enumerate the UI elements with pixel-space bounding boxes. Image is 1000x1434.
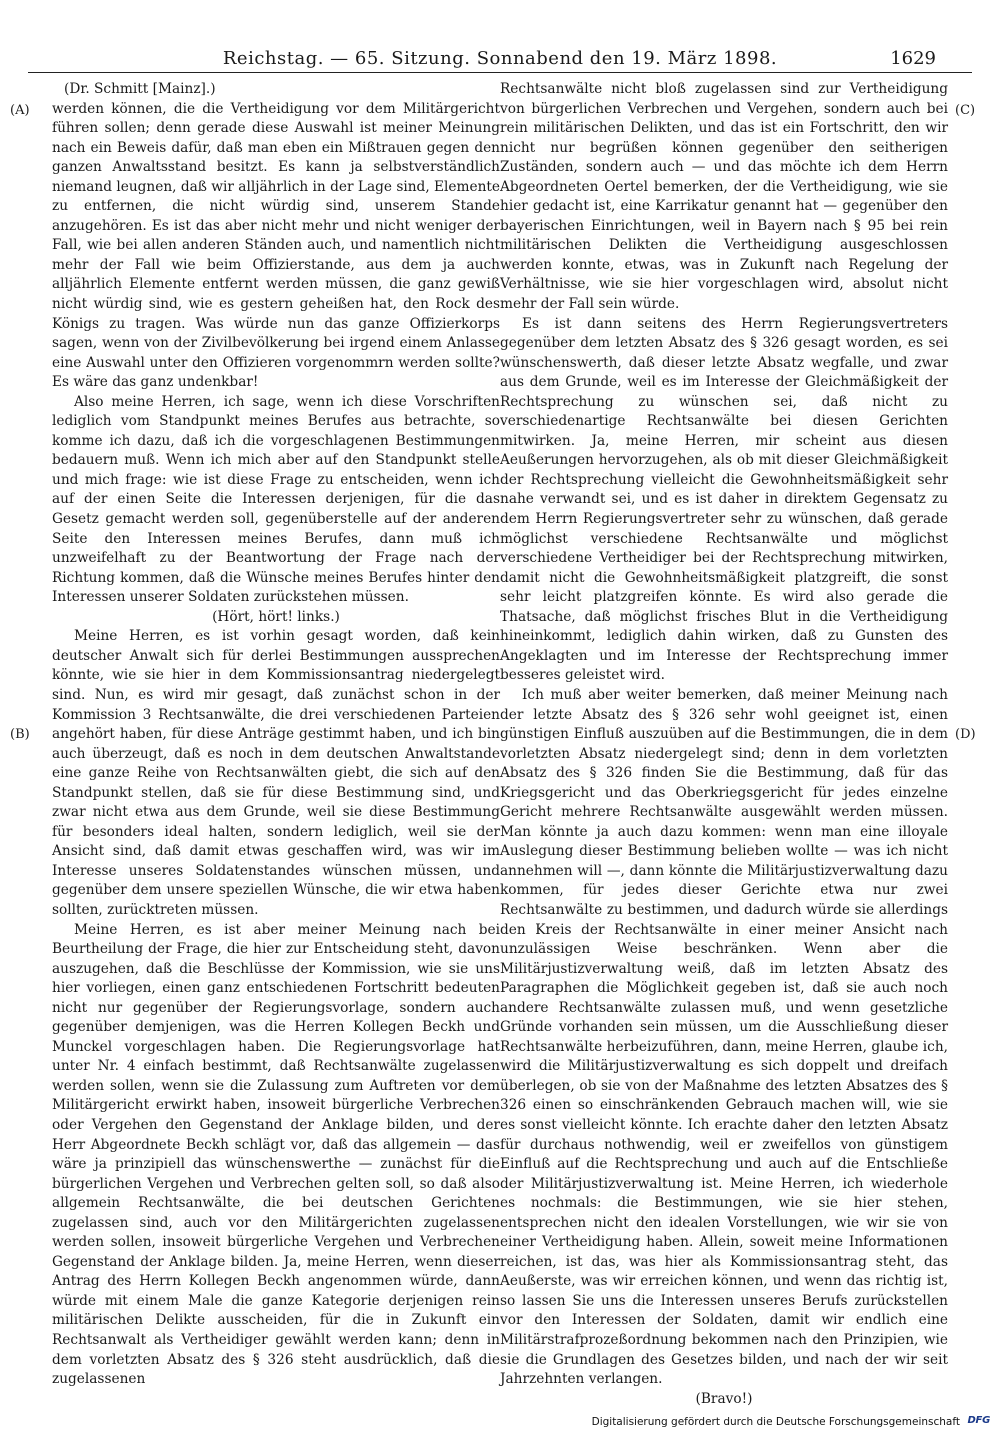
interjection: (Hört, hört! links.) <box>212 608 340 625</box>
margin-marker-c: (C) <box>955 103 976 118</box>
footer <box>591 1415 992 1430</box>
right-column <box>500 80 948 1407</box>
dfg-logo-icon: DFG <box>967 1415 990 1426</box>
paragraph: werden können, die die Vertheidigung vor dem Militärgericht führen sollen; denn gerade diese Auswahl ist meiner Meinung nach ein Beweis dafür, daß man eben ein Mißtrauen gegen den ganzen Anwaltsstand besitzt. Es kann ja selbstverständlich niemand leugnen, daß wir alljährlich in der Lage sind, Elemente zu entfernen, die nicht würdig sind, unserem Stande anzugehören. Es ist das aber nicht mehr und nicht weniger der Fall, wie bei allen anderen Ständen auch, und namentlich nicht mehr der Fall wie beim Offizierstande, aus dem ja auch alljährlich Elemente entfernt werden müssen, die ganz gewiß nicht würdig sind, wie es gestern geheißen hat, den Rock des Königs zu tragen. Was würde nun das ganze Offizierkorps sagen, wenn von der Zivilbevölkerung bei irgend einem Anlasse eine Auswahl unter den Offizieren vorgenommrn werden sollte? Es wäre das ganz undenkbar! <box>52 100 500 391</box>
paragraph: Rechtsanwälte nicht bloß zugelassen sind zur Vertheidigung von bürgerlichen Verbrechen und Vergehen, sondern auch bei rein militärischen Delikten, und das ist ein Fortschritt, den wir nicht nur begrüßen können gegenüber den seitherigen Zuständen, sondern auch — und das möchte ich dem Herrn Abgeordneten Oertel bemerken, der die Vertheidigung, wie sie hier gedacht ist, eine Karrikatur genannt hat — gegenüber den bayerischen Einrichtungen, weil in Bayern nach § 95 bei rein militärischen Delikten die Vertheidigung ausgeschlossen werden konnte, etwas, was in Zukunft nach Regelung der Verhältnisse, wie sie hier vorgeschlagen wird, absolut nicht mehr der Fall sein würde. <box>500 81 948 313</box>
funding-notice: Digitalisierung gefördert durch die Deutsche Forschungsgemeinschaft <box>591 1416 960 1428</box>
left-column <box>52 80 500 1390</box>
speaker-label: (Dr. Schmitt [Mainz].) <box>64 81 216 97</box>
paragraph: Meine Herren, es ist vorhin gesagt worden, daß kein deutscher Anwalt sich für derlei Bestimmungen aussprechen könnte, wie sie hier in dem Kommissionsantrag niedergelegt sind. Nun, es wird mir gesagt, daß zunächst schon in der Kommission 3 Rechtsanwälte, die drei verschiedenen Parteien angehört haben, für diese Anträge gestimmt haben, und ich bin auch überzeugt, daß es noch in dem deutschen Anwaltstande eine ganze Reihe von Rechtsanwälten giebt, die sich auf den Standpunkt stellen, daß sie für diese Bestimmung sind, und zwar nicht etwa aus dem Grunde, weil sie diese Bestimmung für besonders ideal halten, sondern lediglich, weil sie der Ansicht sind, daß damit etwas geschaffen wird, was wir im Interesse unseres Soldatenstandes wünschen müssen, und gegenüber dem unsere speziellen Wünsche, die wir etwa haben sollten, zurücktreten müssen. <box>52 628 500 918</box>
applause-note: (Bravo!) <box>695 1390 753 1407</box>
header-rule <box>28 72 972 73</box>
paragraph: Also meine Herren, ich sage, wenn ich diese Vorschriften lediglich vom Standpunkt meines Berufes aus betrachte, so komme ich dazu, daß ich die vorgeschlagenen Bestimmungen bedauern muß. Wenn ich mich aber auf den Standpunkt stelle und mich frage: wie ist diese Frage zu entscheiden, wenn ich auf der einen Seite die Interessen derjenigen, für die das Gesetz gemacht werden soll, gegenüberstelle auf der anderen Seite den Interessen meines Berufes, dann muß ich unzweifelhaft zu der Beantwortung der Frage nach der Richtung kommen, daß die Wünsche meines Berufes hinter den Interessen unserer Soldaten zurückstehen müssen. <box>52 393 500 606</box>
margin-marker-a: (A) <box>10 103 30 118</box>
paragraph: Es ist dann seitens des Herrn Regierungsvertreters gegenüber dem letzten Absatz des § 326 gesagt worden, es sei wünschenswerth, daß dieser letzte Absatz wegfalle, und zwar aus dem Grunde, weil es im Interesse der Gleichmäßigkeit der Rechtsprechung zu wünschen sei, daß nicht zu verschiedenartige Rechtsanwälte bei diesen Gerichten mitwirken. Ja, meine Herren, mir scheint aus diesen Aeußerungen hervorzugehen, als ob mit dieser Gleichmäßigkeit der Rechtsprechung vielleicht die Gewohnheitsmäßigkeit sehr nahe verwandt sei, und es ist daher in direktem Gegensatz zu dem Herrn Regierungsvertreter sehr zu wünschen, daß gerade möglichst verschiedene Rechtsanwälte und möglichst verschiedene Vertheidiger bei der Rechtsprechung mitwirken, damit nicht die Gewohnheitsmäßigkeit platzgreift, die sonst sehr leicht platzgreifen könnte. Es wird also gerade die Thatsache, daß möglichst frisches Blut in die Vertheidigung hineinkommt, lediglich dahin wirken, daß zu Gunsten des Angeklagten und im Interesse der Rechtsprechung immer besseres geleistet wird. <box>500 315 948 684</box>
margin-marker-d: (D) <box>955 727 976 742</box>
margin-marker-b: (B) <box>10 727 30 742</box>
paragraph: Ich muß aber weiter bemerken, daß meiner Meinung nach der letzte Absatz des § 326 sehr wohl geeignet ist, einen günstigen Einfluß auszuüben auf die Bestimmungen, die in dem vorletzten Absatz niedergelegt sind; denn in dem vorletzten Absatz des § 326 finden Sie die Bestimmung, daß für das Kriegsgericht und das Oberkriegsgericht für jedes einzelne Gericht mehrere Rechtsanwälte ausgewählt werden müssen. Man könnte ja auch dazu kommen: wenn man eine illoyale Auslegung dieser Bestimmung belieben wollte — was ich nicht annehmen will —, dann könnte die Militärjustizverwaltung dazu kommen, für jedes dieser Gerichte etwa nur zwei Rechtsanwälte zu bestimmen, und dadurch würde sie allerdings den Kreis der Rechtsanwälte in einer meiner Ansicht nach unzulässigen Weise beschränken. Wenn aber die Militärjustizverwaltung weiß, daß im letzten Absatz des Paragraphen die Möglichkeit gegeben ist, daß sie auch noch andere Rechtsanwälte zulassen muß, und wenn gesetzliche Gründe vorhanden sein müssen, um die Ausschließung dieser Rechtsanwälte herbeizuführen, dann, meine Herren, glaube ich, wird die Militärjustizverwaltung es sich doppelt und dreifach überlegen, ob sie von der Maßnahme des letzten Absatzes des § 326 einen so einschränkenden Gebrauch machen will, wie sie es sonst vielleicht könnte. Ich erachte daher den letzten Absatz für durchaus nothwendig, weil er zweifellos von günstigem Einfluß auf die Rechtsprechung und auch auf die Entschließe der Militärjustizverwaltung ist. Meine Herren, ich wiederhole es nochmals: die Bestimmungen, wie sie hier stehen, entsprechen nicht den idealen Vorstellungen, wie wir sie von einer Vertheidigung haben. Allein, soweit meine Informationen reichen, ist das, was hier als Kommissionsantrag steht, das Aeußerste, was wir erreichen können, und wenn das richtig ist, so lassen Sie uns die Interessen unseres Berufs zurückstellen vor den Interessen der Soldaten, damit wir endlich eine Militärstrafprozeßordnung bekommen nach den Prinzipien, wie sie die Grundlagen des Gesetzes bilden, und nach der wir seit Jahrzehnten verlangen. <box>500 686 948 1388</box>
page-number: 1629 <box>890 48 936 69</box>
paragraph: Meine Herren, es ist aber meiner Meinung nach bei Beurtheilung der Frage, die hier zur Entscheidung steht, davon auszugehen, daß die Beschlüsse der Kommission, wie sie uns hier vorliegen, einen ganz entschiedenen Fortschritt bedeuten nicht nur gegenüber der Regierungsvorlage, sondern auch gegenüber demjenigen, was die Herren Kollegen Beckh und Munckel vorgeschlagen haben. Die Regierungsvorlage hat unter Nr. 4 einfach bestimmt, daß Rechtsanwälte zugelassen werden sollen, wenn sie die Zulassung zum Auftreten vor dem Militärgericht erwirkt haben, insoweit bürgerliche Verbrechen oder Vergehen den Gegenstand der Anklage bilden, und der Herr Abgeordnete Beckh schlägt vor, daß das allgemein — das wäre ja prinzipiell das wünschenswerthe — zunächst für die bürgerlichen Vergehen und Verbrechen gelten soll, so daß also allgemein Rechtsanwälte, die bei deutschen Gerichten zugelassen sind, auch vor den Militärgerichten zugelassen werden sollen, insoweit bürgerliche Vergehen und Verbrechen Gegenstand der Anklage bilden. Ja, meine Herren, wenn dieser Antrag des Herrn Kollegen Beckh angenommen würde, dann würde mit einem Male die ganze Kategorie derjenigen rein militärischen Delikte ausscheiden, für die in Zukunft ein Rechtsanwalt als Vertheidiger gewählt werden kann; denn in dem vorletzten Absatz des § 326 steht ausdrücklich, daß die zugelassenen <box>52 921 500 1388</box>
running-title: Reichstag. — 65. Sitzung. Sonnabend den 19. März 1898. <box>222 48 778 69</box>
